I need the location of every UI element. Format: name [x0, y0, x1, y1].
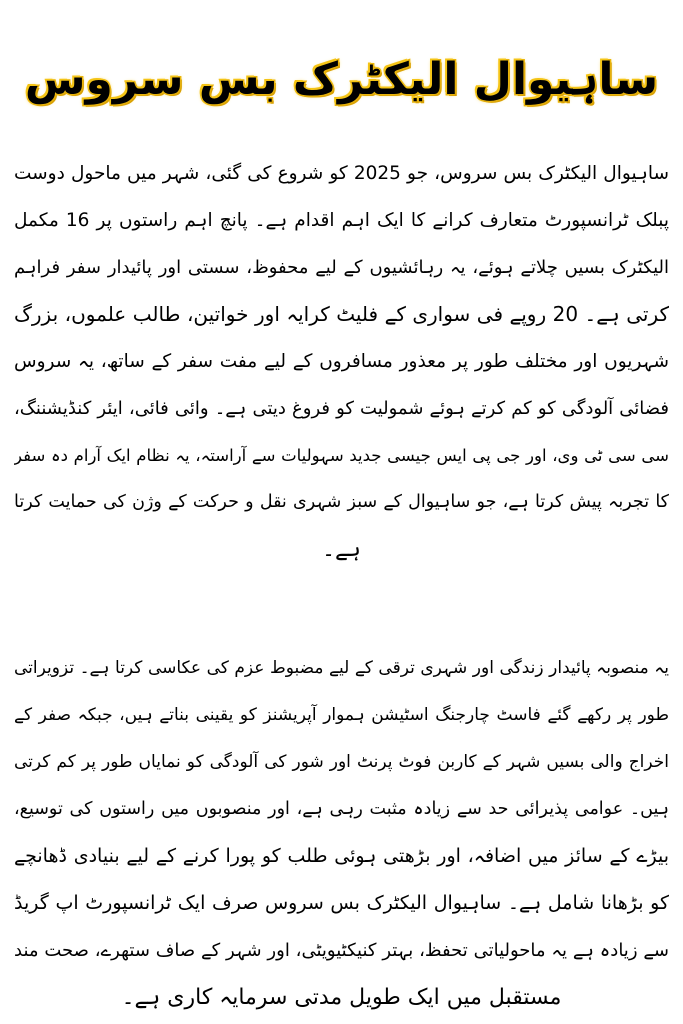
paragraph-line: بیڑے کے سائز میں اضافہ، اور بڑھتی ہوئی طلب کو پورا کرنے کے لیے بنیادی ڈھانچے — [14, 845, 669, 867]
paragraph-line: پبلک ٹرانسپورٹ متعارف کرانے کا ایک اہم اقدام ہے۔ پانچ اہم راستوں پر 16 مکمل — [14, 210, 669, 231]
paragraph-line: سی سی ٹی وی، اور جی پی ایس جیسی جدید سہولیات سے آراستہ، یہ نظام ایک آرام دہ سفر — [14, 446, 669, 465]
paragraph-line: کرتی ہے۔ 20 روپے فی سواری کے فلیٹ کرایہ اور خواتین، طالب علموں، بزرگ — [14, 302, 669, 326]
paragraph-line: یہ منصوبہ پائیدار زندگی اور شہری ترقی کے لیے مضبوط عزم کی عکاسی کرتا ہے۔ تزویراتی — [14, 658, 669, 678]
paragraph-line: ہیں۔ عوامی پذیرائی حد سے زیادہ مثبت رہی ہے، اور منصوبوں میں راستوں کی توسیع، — [14, 799, 669, 819]
paragraph-line: شہریوں اور مختلف طور پر معذور مسافروں کے لیے مفت سفر کے ساتھ، یہ سروس — [14, 351, 669, 372]
paragraph-line: کا تجربہ پیش کرتا ہے، جو ساہیوال کے سبز شہری نقل و حرکت کے وژن کی حمایت کرتا — [14, 492, 669, 512]
page-title: ساہیوال الیکٹرک بس سروس — [24, 54, 659, 105]
paragraph-line: طور پر رکھے گئے فاسٹ چارجنگ اسٹیشن ہموار آپریشنز کو یقینی بناتے ہیں، جبکہ صفر کے — [14, 705, 669, 725]
paragraph-line: فضائی آلودگی کو کم کرتے ہوئے شمولیت کو فروغ دیتی ہے۔ وائی فائی، ایئر کنڈیشننگ، — [14, 398, 669, 419]
paragraph-line: کو بڑھانا شامل ہے۔ ساہیوال الیکٹرک بس سروس صرف ایک ٹرانسپورٹ اپ گریڈ — [14, 892, 669, 914]
title-banner — [0, 30, 683, 130]
paragraph-line: ساہیوال الیکٹرک بس سروس، جو 2025 کو شروع کی گئی، شہر میں ماحول دوست — [14, 163, 669, 184]
paragraph-line: سے زیادہ ہے یہ ماحولیاتی تحفظ، بہتر کنیکٹیویٹی، اور شہر کے صاف ستھرے، صحت مند — [14, 940, 669, 961]
paragraph-line: الیکٹرک بسیں چلاتے ہوئے، یہ رہائشیوں کے لیے محفوظ، سستی اور پائیدار سفر فراہم — [14, 257, 669, 278]
paragraph-1 — [14, 150, 669, 573]
paragraph-2 — [14, 645, 669, 1021]
paragraph-line: اخراج والی بسیں شہر کے کاربن فوٹ پرنٹ اور شور کی آلودگی کو نمایاں طور پر کم کرتی — [14, 752, 669, 772]
paragraph-line: مستقبل میں ایک طویل مدتی سرمایہ کاری ہے۔ — [121, 985, 562, 1010]
paragraph-line: ہے۔ — [322, 537, 361, 562]
